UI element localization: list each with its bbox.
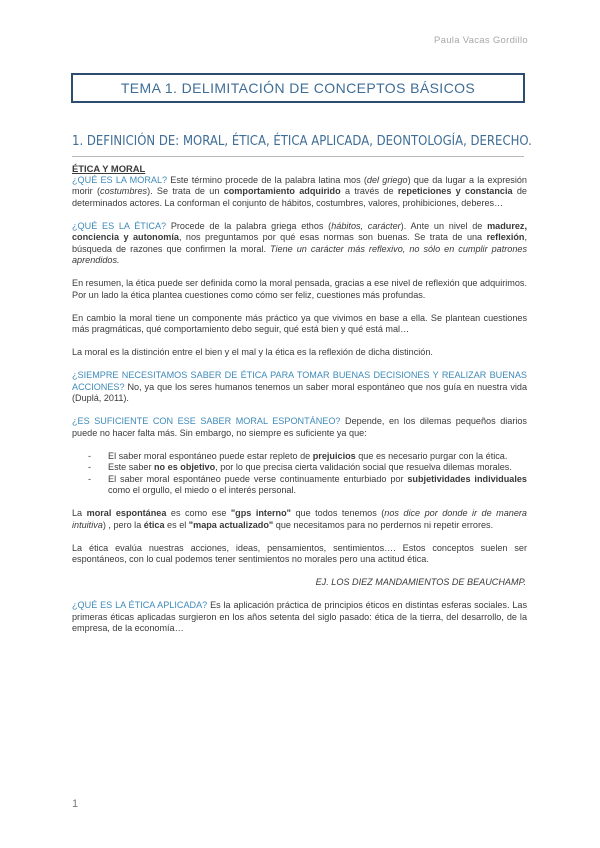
text-run: es el — [164, 519, 189, 530]
bold-run: no es objetivo — [154, 462, 216, 472]
question-heading: ¿ES SUFICIENTE CON ESE SABER MORAL ESPONTÁNEO? — [72, 416, 341, 426]
bold-run: prejuicios — [312, 450, 356, 461]
paragraph-gps-metaphor — [72, 508, 527, 531]
question-heading: ¿SIEMPRE NECESITAMOS SABER DE ÉTICA PARA TOMAR BUENAS DECISIONES Y REALIZAR BUENAS ACCIONES? — [72, 370, 527, 392]
bold-run: "gps interno" — [230, 508, 291, 518]
paragraph-ethics-evaluates: La ética evalúa nuestras acciones, ideas, pensamientos, sentimientos…. Estos conceptos suelen ser espontáneos, con lo cual podemos tener sentimientos no morales pero una actitud ética. — [72, 542, 527, 564]
text-run: de determinados actores. La conforman el conjunto de hábitos, costumbres, valores, prohibiciones, deberes… — [72, 186, 527, 208]
paragraph-sufficient — [72, 416, 527, 439]
paragraph-ethics-definition — [72, 221, 527, 267]
document-body — [72, 163, 527, 635]
text-run: como el orgullo, el miedo o el interés personal. — [108, 485, 297, 495]
bold-run: repeticiones y constancia — [397, 186, 513, 196]
bold-run: ética — [143, 519, 165, 530]
text-run: Depende, en los dilemas pequeños diarios puede no hacer falta más. Sin embargo, no siempre es suficiente ya que: — [72, 416, 527, 438]
bullet-list — [72, 451, 527, 497]
italic-run: del griego — [366, 174, 408, 185]
bold-run: madurez, conciencia y autonomía — [72, 220, 528, 242]
question-heading: ¿QUÉ ES LA ÉTICA APLICADA? — [72, 600, 208, 610]
text-run: , por lo que precisa cierta validación social que resuelva dilemas morales. — [215, 462, 512, 472]
bold-run: moral espontánea — [86, 508, 167, 518]
bold-run: reflexión — [486, 232, 525, 242]
paragraph-applied-ethics — [72, 600, 527, 635]
paragraph-moral-definition — [72, 175, 527, 210]
text-run: No, ya que los seres humanos tenemos un saber moral espontáneo que nos guía en nuestra vida (Duplá, 2011). — [72, 381, 527, 403]
text-run: El saber moral espontáneo puede estar repleto de — [108, 450, 313, 461]
question-heading: ¿QUÉ ES LA MORAL? — [72, 174, 168, 185]
text-run: que todos tenemos ( — [290, 508, 385, 518]
italic-run: Tiene un carácter más reflexivo, no sólo en cumplir patrones aprendidos. — [72, 243, 528, 265]
text-run: ). Ante un nivel de — [400, 220, 488, 231]
text-run: La — [72, 508, 87, 518]
text-run: , nos preguntamos por qué esas normas son buenas. Se trata de una — [178, 232, 487, 242]
text-run: ). Se trata de un — [147, 186, 224, 196]
list-item — [72, 451, 527, 463]
text-run: que necesitamos para no perdernos ni repetir errores. — [273, 519, 494, 530]
section-heading: 1. DEFINICIÓN DE: MORAL, ÉTICA, ÉTICA APLICADA, DEONTOLOGÍA, DERECHO. — [72, 133, 532, 149]
text-run: ) que da lugar a la expresión morir ( — [72, 174, 527, 196]
text-run: a través de — [340, 186, 398, 196]
page-number: 1 — [72, 798, 79, 810]
subsection-heading: ÉTICA Y MORAL — [72, 163, 146, 174]
section-divider — [72, 156, 524, 157]
paragraph-moral-practical: En cambio la moral tiene un componente más práctico ya que vivimos en base a ella. Se plantean cuestiones más pragmáticas, qué comportamiento debo seguir, qué está bien y qué está mal… — [72, 312, 527, 334]
paragraph-distinction: La moral es la distinción entre el bien y el mal y la ética es la reflexión de dicha distinción. — [72, 347, 433, 357]
text-run: , búsqueda de razones que confirmen la moral. — [72, 232, 528, 254]
text-run: Procede de la palabra griega ethos ( — [166, 220, 332, 231]
text-run: Este saber — [108, 462, 154, 472]
example-reference: EJ. LOS DIEZ MANDAMIENTOS DE BEAUCHAMP. — [315, 577, 526, 587]
text-run: ) , pero la — [102, 519, 144, 530]
question-heading: ¿QUÉ ES LA ÉTICA? — [72, 220, 167, 231]
text-run: Este término procede de la palabra latina mos ( — [167, 174, 367, 185]
author-name: Paula Vacas Gordillo — [433, 35, 528, 46]
list-item — [72, 474, 527, 497]
document-title: TEMA 1. DELIMITACIÓN DE CONCEPTOS BÁSICOS — [120, 80, 476, 96]
italic-run: costumbres — [100, 186, 148, 196]
document-title-box — [71, 73, 525, 103]
text-run: Es la aplicación práctica de principios éticos en distintas esferas sociales. Las primeras éticas aplicadas surgieron en los años setenta del siglo pasado: ética de la tierra, del desarrollo, de la empresa, de la economía… — [72, 600, 527, 633]
text-run: El saber moral espontáneo puede verse continuamente enturbiado por — [108, 473, 408, 484]
bold-run: subjetividades individuales — [407, 473, 527, 484]
italic-run: hábitos, carácter — [331, 220, 401, 231]
bold-run: "mapa actualizado" — [188, 519, 274, 530]
bold-run: comportamiento adquirido — [223, 186, 341, 196]
italic-run: nos dice por donde ir de manera intuitiva — [72, 508, 527, 530]
list-item — [72, 462, 527, 474]
text-run: es como ese — [166, 508, 231, 518]
paragraph-need-ethics — [72, 370, 527, 405]
paragraph-summary: En resumen, la ética puede ser definida como la moral pensada, gracias a ese nivel de reflexión que adquirimos. Por un lado la ética plantea cuestiones como cómo ser feliz, cuestiones más profundas. — [72, 278, 527, 300]
text-run: que es necesario purgar con la ética. — [355, 450, 508, 461]
